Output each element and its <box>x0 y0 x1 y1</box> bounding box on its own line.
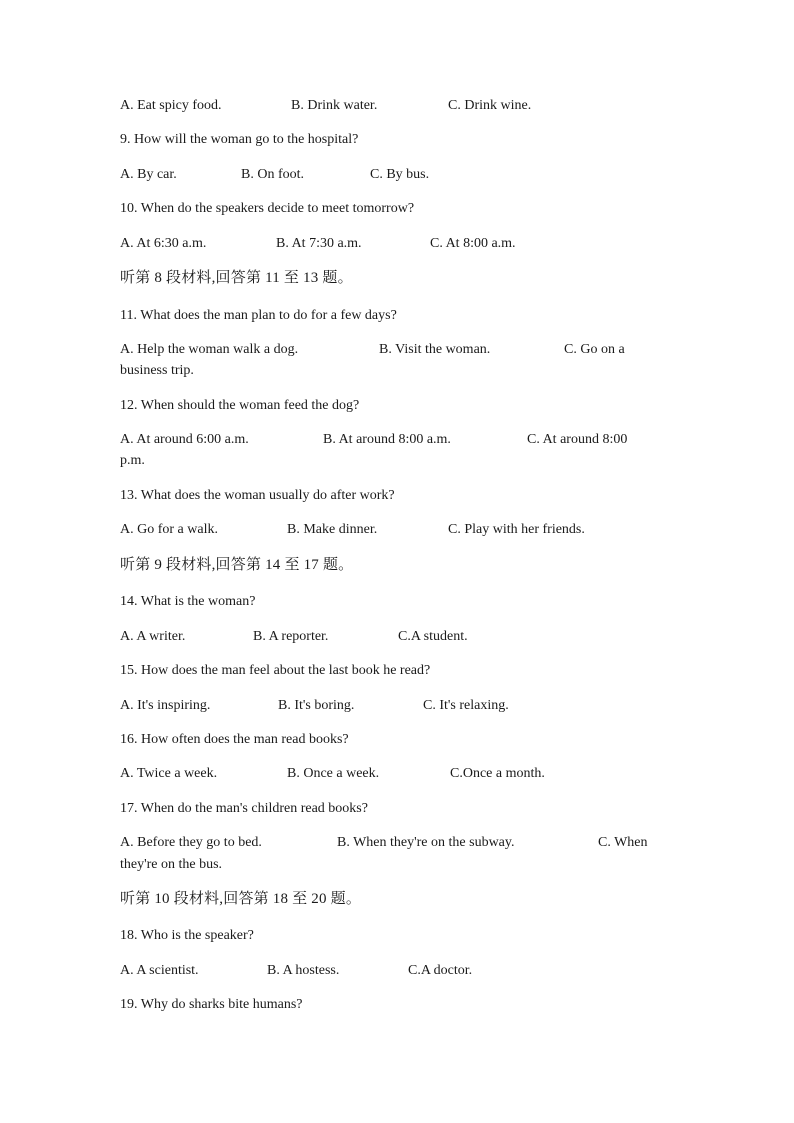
option-b: B. At 7:30 a.m. <box>276 236 362 251</box>
question-text: 16. How often does the man read books? <box>120 732 349 747</box>
question-text: 11. What does the man plan to do for a few days? <box>120 308 397 323</box>
option-c: C. When <box>598 835 648 850</box>
option-a: A. Help the woman walk a dog. <box>120 342 299 357</box>
option-b: B. Once a week. <box>287 766 380 781</box>
question-text: 18. Who is the speaker? <box>120 928 254 943</box>
option-a: A. A writer. <box>120 629 186 644</box>
question-text: 14. What is the woman? <box>120 594 256 609</box>
question-text: 19. Why do sharks bite humans? <box>120 997 303 1012</box>
option-c: C. Drink wine. <box>448 98 532 113</box>
question-text: 17. When do the man's children read books? <box>120 801 368 816</box>
question-text: 10. When do the speakers decide to meet tomorrow? <box>120 201 415 216</box>
option-b: B. Make dinner. <box>287 522 378 537</box>
option-b: B. It's boring. <box>278 698 355 713</box>
option-b: B. Drink water. <box>291 98 378 113</box>
question-text: 15. How does the man feel about the last book he read? <box>120 663 431 678</box>
question-text: 13. What does the woman usually do after work? <box>120 488 395 503</box>
option-b: B. Visit the woman. <box>379 342 491 357</box>
wrapped-text: p.m. <box>120 453 145 468</box>
question-text: 9. How will the woman go to the hospital? <box>120 132 359 147</box>
section-heading: 听第 9 段材料,回答第 14 至 17 题。 <box>120 557 354 573</box>
option-c: C.Once a month. <box>450 766 545 781</box>
option-c: C. At 8:00 a.m. <box>430 236 516 251</box>
question-text: 12. When should the woman feed the dog? <box>120 398 360 413</box>
option-a: A. A scientist. <box>120 963 199 978</box>
option-b: B. On foot. <box>241 167 304 182</box>
section-heading: 听第 10 段材料,回答第 18 至 20 题。 <box>120 891 362 907</box>
wrapped-text: business trip. <box>120 363 194 378</box>
option-a: A. Twice a week. <box>120 766 218 781</box>
option-c: C. By bus. <box>370 167 430 182</box>
option-a: A. Go for a walk. <box>120 522 218 537</box>
option-a: A. At around 6:00 a.m. <box>120 432 249 447</box>
option-a: A. Before they go to bed. <box>120 835 262 850</box>
option-a: A. By car. <box>120 167 177 182</box>
option-b: B. When they're on the subway. <box>337 835 515 850</box>
option-b: B. A reporter. <box>253 629 329 644</box>
option-a: A. Eat spicy food. <box>120 98 222 113</box>
option-c: C. At around 8:00 <box>527 432 628 447</box>
option-a: A. It's inspiring. <box>120 698 211 713</box>
option-b: B. A hostess. <box>267 963 340 978</box>
option-c: C.A student. <box>398 629 468 644</box>
option-c: C.A doctor. <box>408 963 473 978</box>
option-c: C. Play with her friends. <box>448 522 585 537</box>
option-a: A. At 6:30 a.m. <box>120 236 207 251</box>
wrapped-text: they're on the bus. <box>120 857 223 872</box>
option-c: C. It's relaxing. <box>423 698 509 713</box>
option-b: B. At around 8:00 a.m. <box>323 432 451 447</box>
option-c: C. Go on a <box>564 342 625 357</box>
section-heading: 听第 8 段材料,回答第 11 至 13 题。 <box>120 270 353 286</box>
